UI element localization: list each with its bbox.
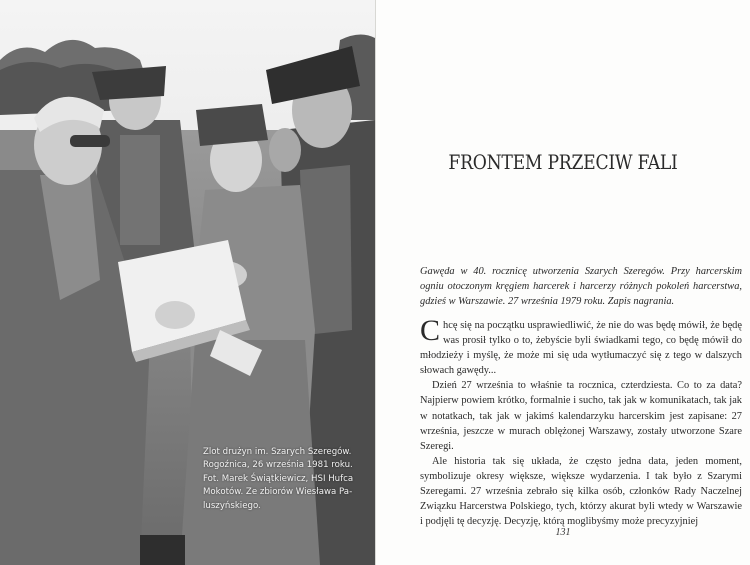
page-number: 131 bbox=[555, 527, 571, 538]
chapter-intro: Gawęda w 40. rocznicę utworzenia Szarych Szeregów. Przy harcerskim ogniu otoczonym kręgiem harcerek i harcerzy różnych pokoleń harcerstwa, gdzieś w Warszawie. 27 września 1979 roku. Zapis nagrania. bbox=[420, 266, 742, 308]
paragraph-1 bbox=[420, 314, 742, 378]
paragraph-3: Ale historia tak się układa, że często jedna data, jeden moment, symbolizuje okresy większe, większe wydarzenia. I tak było z Szarymi Szeregami. 27 września zebrało się kilka osób, członków Rady Naczelnej Związku Harcerstwa Polskiego, tych, którzy akurat byli wtedy w Warszawie i podjęli tę decyzję. Decyzję, którą moglibyśmy może precyzyjniej bbox=[420, 455, 742, 528]
photo-caption: Zlot drużyn im. Szarych Szeregów. Rogoźnica, 26 września 1981 roku. Fot. Marek Świątkiewicz, HSI Hufca Mokotów. Ze zbiorów Wiesława Pa- luszyńskiego. bbox=[203, 447, 354, 511]
chapter-title: FRONTEM PRZECIW FALI bbox=[448, 150, 678, 174]
text-page bbox=[376, 0, 750, 565]
drop-cap: C bbox=[420, 314, 441, 347]
paragraph-1-text: hcę się na początku usprawiedliwić, że nie do was będę mówił, że będę was prosił tylko o to, żebyście byli świadkami tego, co będę mówił do młodzieży i myślę, że może mi się uda wytłumaczyć się z tego w dalszych słowach gawędy... bbox=[420, 320, 742, 377]
paragraph-2: Dzień 27 września to właśnie ta rocznica, czterdziesta. Co to za data? Najpierw powiem krótko, formalnie i sucho, tak jak w komunikatach, tak jak w notatkach, tak jak w jakimś kalendarzyku harcerskim jest zapisane: 27 września, jeszcze w murach oblężonej Warszawy, zostały utworzone Szare Szeregi. bbox=[420, 380, 742, 452]
chapter-body bbox=[420, 314, 742, 529]
